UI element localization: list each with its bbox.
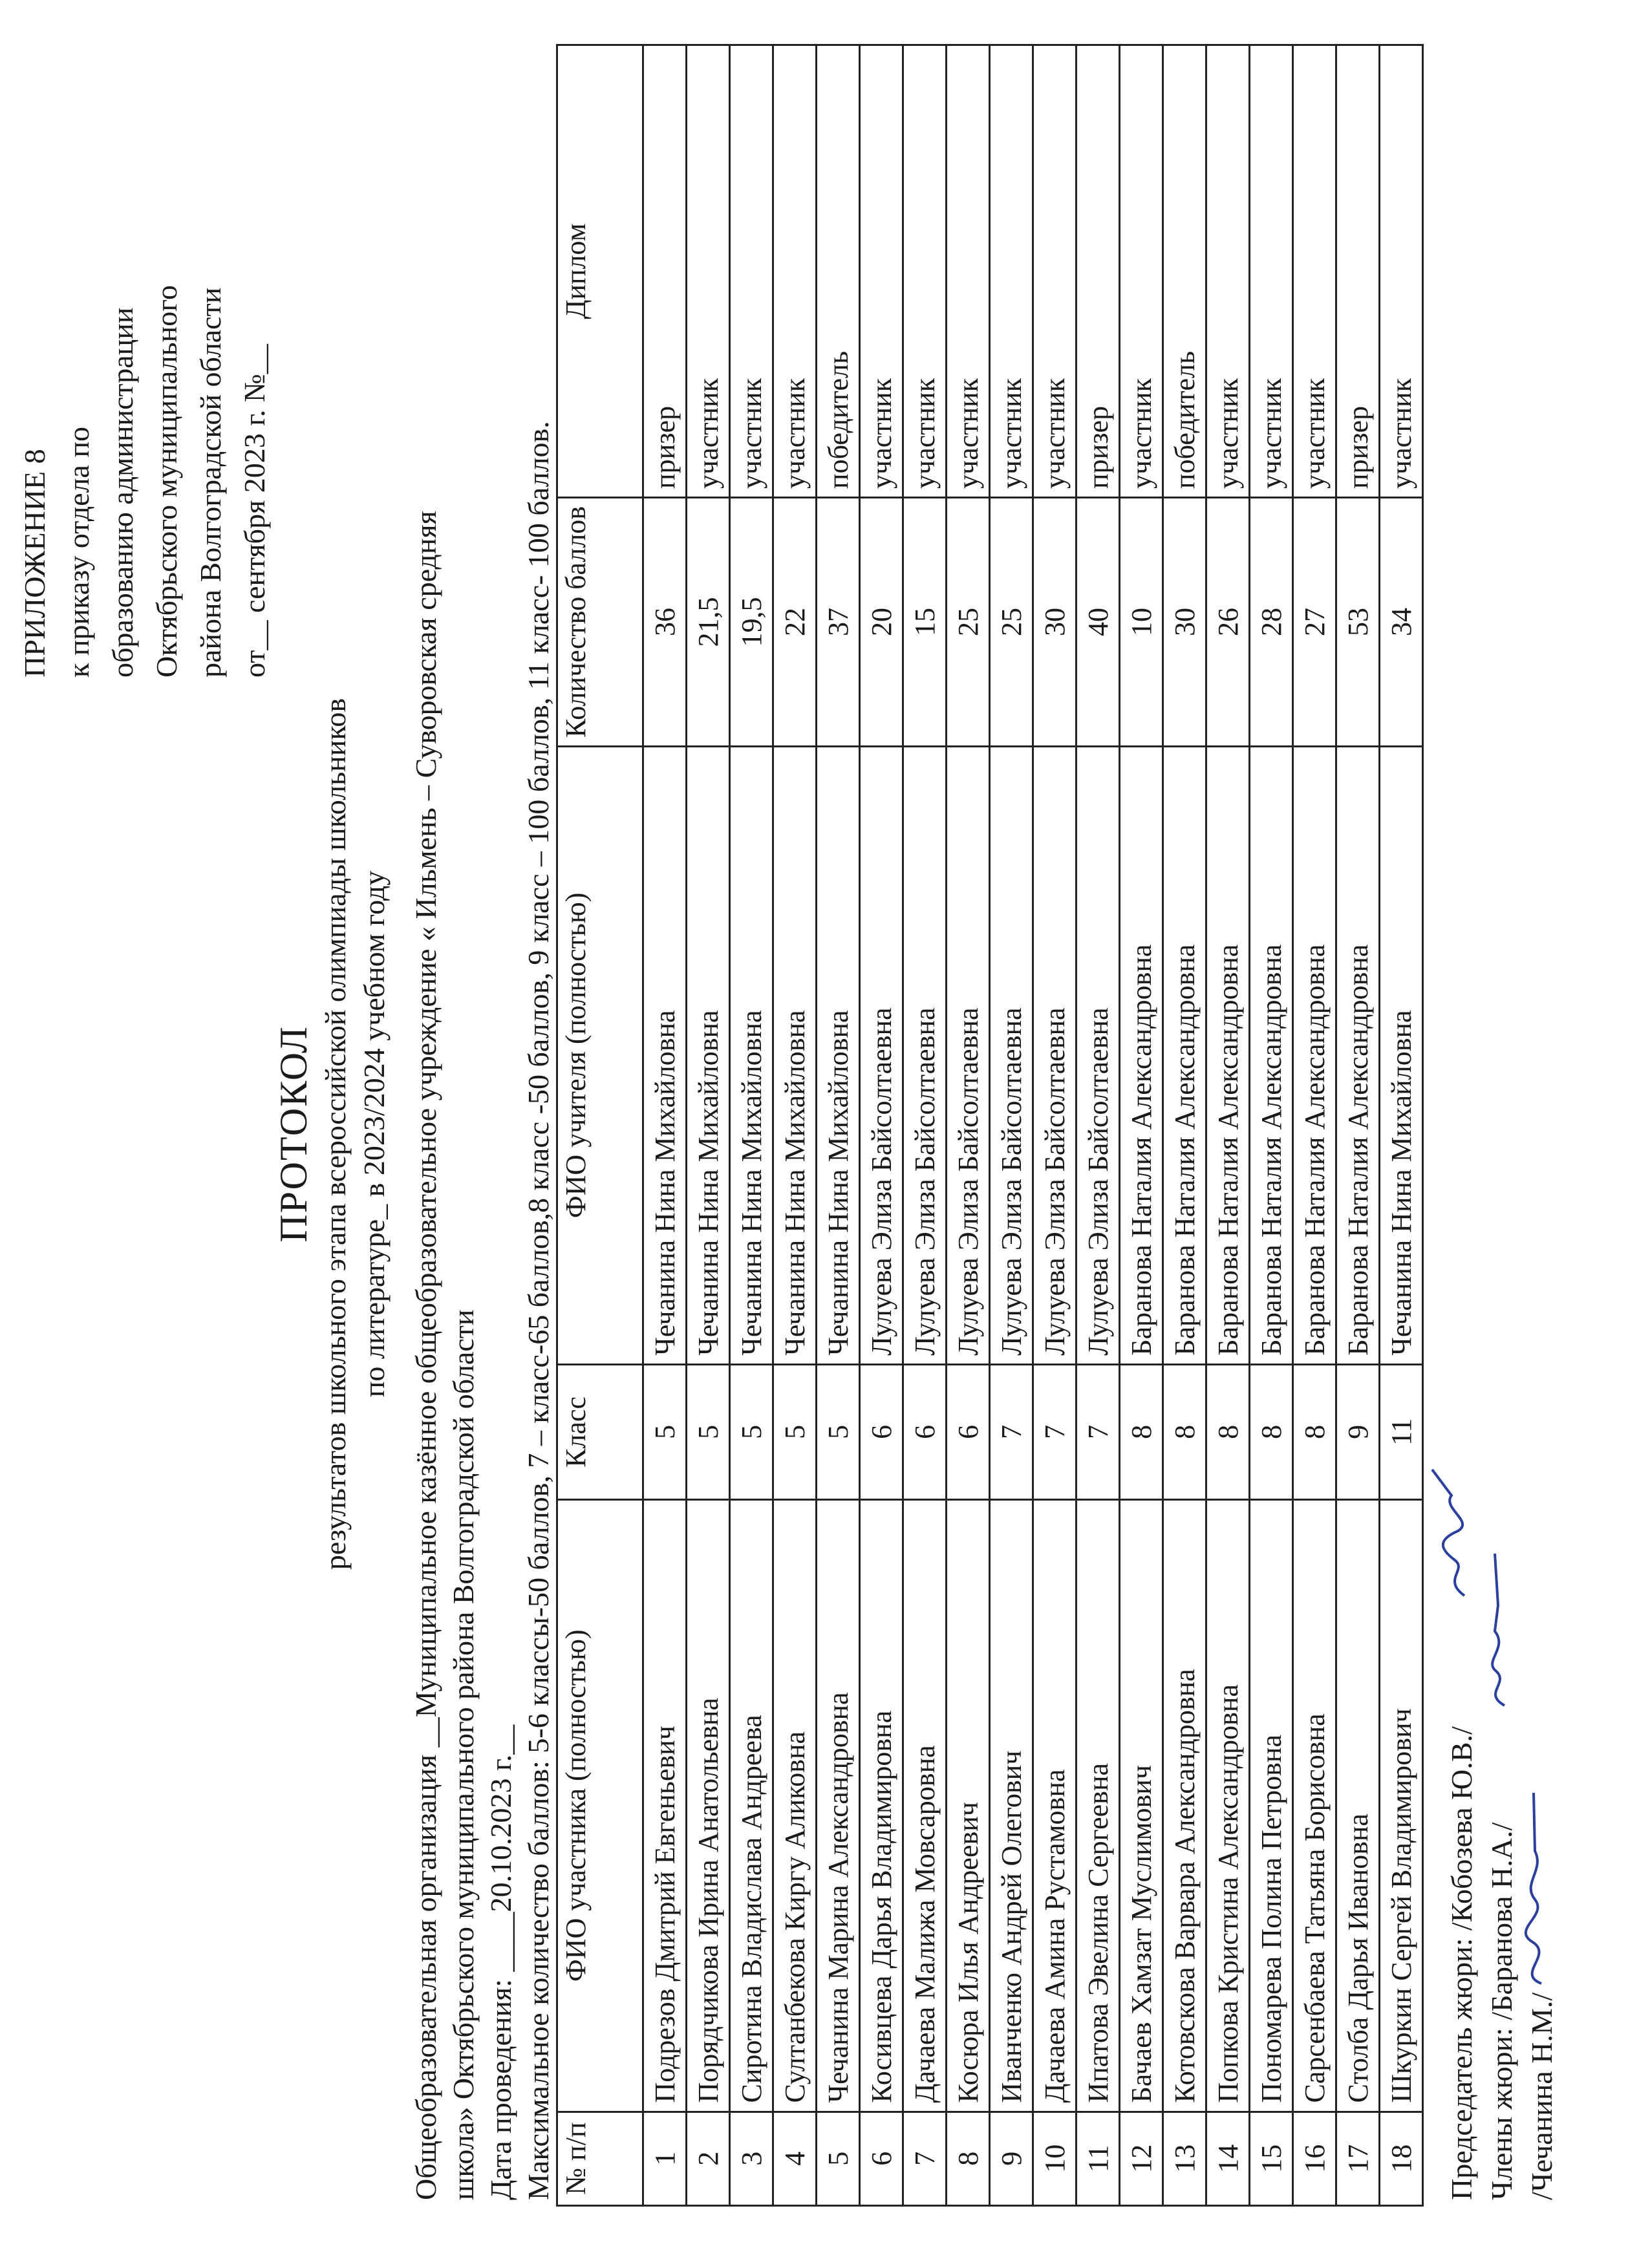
class: 5 [643, 1364, 687, 1499]
teacher-name: Чечанина Нина Михайловна [773, 747, 817, 1365]
teacher-name: Чечанина Нина Михайловна [687, 747, 730, 1365]
diploma: участник [990, 45, 1033, 498]
score: 27 [1293, 497, 1336, 746]
teacher-name: Баранова Наталия Александровна [1250, 747, 1293, 1365]
jury-members-row [1522, 261, 1562, 2200]
participant-name: Сарсенбаева Татьяна Борисовна [1293, 1500, 1336, 2112]
table-row [1250, 45, 1293, 2206]
annex-line: ПРИЛОЖЕНИЕ 8 [18, 449, 51, 678]
max-score-line: Максимальное количество баллов: 5-6 классы-50 баллов, 7 – класс-65 баллов,8 класс -50 баллов, 9 класс – 100 баллов, 11 класс- 100 баллов. [522, 421, 555, 2200]
row-number: 12 [1120, 2112, 1163, 2205]
title-block [272, 0, 394, 2268]
diploma: участник [1293, 45, 1336, 498]
teacher-name: Лулуева Элиза Байсолтаевна [860, 747, 903, 1365]
diploma: участник [1380, 45, 1423, 498]
class: 7 [1077, 1364, 1120, 1499]
table-row [1293, 45, 1336, 2206]
score: 22 [773, 497, 817, 746]
score: 20 [860, 497, 903, 746]
diploma: призер [1077, 45, 1120, 498]
annex-line: от__ сентября 2023 г. №__ [238, 344, 271, 678]
score: 19,5 [730, 497, 773, 746]
participant-name: Бачаев Хамзат Муслимович [1120, 1500, 1163, 2112]
table-row [1336, 45, 1380, 2206]
participant-name: Столба Дарья Ивановна [1336, 1500, 1380, 2112]
row-number: 8 [947, 2112, 990, 2205]
diploma: победитель [1163, 45, 1206, 498]
score: 21,5 [687, 497, 730, 746]
participant-name: Иванченко Андрей Олегович [990, 1500, 1033, 2112]
diploma: участник [773, 45, 817, 498]
score: 28 [1250, 497, 1293, 746]
class: 6 [903, 1364, 947, 1499]
class: 8 [1163, 1364, 1206, 1499]
teacher-name: Чечанина Нина Михайловна [730, 747, 773, 1365]
row-number: 9 [990, 2112, 1033, 2205]
row-number: 16 [1293, 2112, 1336, 2205]
table-row [817, 45, 860, 2206]
jury-member: /Чечанина Н.М./ [1525, 1992, 1558, 2200]
score: 10 [1120, 497, 1163, 746]
row-number: 6 [860, 2112, 903, 2205]
participant-name: Порядчикова Ирина Анатольевна [687, 1500, 730, 2112]
row-number: 7 [903, 2112, 947, 2205]
jury-chair-row [1442, 261, 1482, 2200]
teacher-name: Лулуева Элиза Байсолтаевна [903, 747, 947, 1365]
score: 30 [1033, 497, 1077, 746]
row-number: 3 [730, 2112, 773, 2205]
annex-line: к приказу отдела по [62, 426, 95, 678]
teacher-name: Баранова Наталия Александровна [1293, 747, 1336, 1365]
class: 8 [1206, 1364, 1250, 1499]
row-number: 14 [1206, 2112, 1250, 2205]
participant-name: Шкуркин Сергей Владимирович [1380, 1500, 1423, 2112]
table-row [1163, 45, 1206, 2206]
diploma: призер [643, 45, 687, 498]
teacher-name: Баранова Наталия Александровна [1163, 747, 1206, 1365]
teacher-name: Чечанина Нина Михайловна [817, 747, 860, 1365]
table-row [990, 45, 1033, 2206]
table-row [730, 45, 773, 2206]
table-row [1033, 45, 1077, 2206]
page-subtitle: результатов школьного этапа всероссийской олимпиады школьников [319, 698, 352, 1570]
participant-name: Пономарева Полина Петровна [1250, 1500, 1293, 2112]
header-diploma: Диплом [557, 45, 643, 498]
signature-kobozeva [1429, 1457, 1474, 1599]
table-row [903, 45, 947, 2206]
diploma: участник [730, 45, 773, 498]
class: 5 [730, 1364, 773, 1499]
score: 40 [1077, 497, 1120, 746]
participant-name: Сиротина Владислава Андреева [730, 1500, 773, 2112]
organization-line: Общеобразовательная организация __Муниципальное казённое общеобразовательное учреждение « Ильмень – Суворовская средняя [409, 511, 442, 2200]
table-row [687, 45, 730, 2206]
teacher-name: Баранова Наталия Александровна [1120, 747, 1163, 1365]
class: 7 [1033, 1364, 1077, 1499]
participant-name: Косивцева Дарья Владимировна [860, 1500, 903, 2112]
participant-name: Чечанина Марина Александровна [817, 1500, 860, 2112]
row-number: 1 [643, 2112, 687, 2205]
participant-name: Попкова Кристина Александровна [1206, 1500, 1250, 2112]
participant-name: Подрезов Дмитрий Евгеньевич [643, 1500, 687, 2112]
row-number: 13 [1163, 2112, 1206, 2205]
page-title: ПРОТОКОЛ [272, 1025, 315, 1243]
score: 25 [947, 497, 990, 746]
results-table [556, 44, 1424, 2207]
row-number: 18 [1380, 2112, 1423, 2205]
diploma: призер [1336, 45, 1380, 498]
header-participant: ФИО участника (полностью) [557, 1500, 643, 2112]
teacher-name: Лулуева Элиза Байсолтаевна [1033, 747, 1077, 1365]
table-row [1380, 45, 1423, 2206]
table-row [1120, 45, 1163, 2206]
class: 8 [1250, 1364, 1293, 1499]
organization-line: школа» Октябрьского муниципального района Волгоградской области [447, 1309, 480, 2200]
meta-block [407, 54, 557, 2200]
participant-name: Дачаева Малижа Мовсаровна [903, 1500, 947, 2112]
class: 7 [990, 1364, 1033, 1499]
class: 6 [860, 1364, 903, 1499]
table-row [860, 45, 903, 2206]
annex-line: образованию администрации [106, 307, 139, 678]
class: 8 [1293, 1364, 1336, 1499]
table-row [1077, 45, 1120, 2206]
class: 5 [687, 1364, 730, 1499]
teacher-name: Лулуева Элиза Байсолтаевна [1077, 747, 1120, 1365]
table-header-row [557, 45, 643, 2206]
teacher-name: Чечанина Нина Михайловна [1380, 747, 1423, 1365]
jury-block [1442, 261, 1562, 2200]
table-row [773, 45, 817, 2206]
score: 26 [1206, 497, 1250, 746]
participant-name: Котовскова Варвара Александровна [1163, 1500, 1206, 2112]
class: 11 [1380, 1364, 1423, 1499]
diploma: участник [1206, 45, 1250, 498]
row-number: 5 [817, 2112, 860, 2205]
class: 5 [773, 1364, 817, 1499]
row-number: 17 [1336, 2112, 1380, 2205]
header-score: Количество баллов [557, 497, 643, 746]
header-teacher: ФИО учителя (полностью) [557, 747, 643, 1365]
participant-name: Султанбекова Киргу Аликовна [773, 1500, 817, 2112]
teacher-name: Баранова Наталия Александровна [1206, 747, 1250, 1365]
participant-name: Косюра Илья Андреевич [947, 1500, 990, 2112]
score: 36 [643, 497, 687, 746]
teacher-name: Чечанина Нина Михайловна [643, 747, 687, 1365]
teacher-name: Лулуева Элиза Байсолтаевна [990, 747, 1033, 1365]
table-row [947, 45, 990, 2206]
jury-member: Члены жюри: /Баранова Н.А./ [1485, 1822, 1518, 2200]
page-subtitle-subject: по литературе_ в 2023/2024 учебном году [358, 870, 391, 1398]
row-number: 11 [1077, 2112, 1120, 2205]
signature-baranova [1475, 1541, 1521, 1709]
diploma: участник [687, 45, 730, 498]
diploma: участник [903, 45, 947, 498]
table-row [1206, 45, 1250, 2206]
teacher-name: Лулуева Элиза Байсолтаевна [947, 747, 990, 1365]
row-number: 4 [773, 2112, 817, 2205]
score: 34 [1380, 497, 1423, 746]
participant-name: Дачаева Амина Рустамовна [1033, 1500, 1077, 2112]
row-number: 2 [687, 2112, 730, 2205]
date-line: Дата проведения: ____20.10.2023 г.__ [484, 1724, 517, 2200]
score: 37 [817, 497, 860, 746]
score: 53 [1336, 497, 1380, 746]
score: 15 [903, 497, 947, 746]
diploma: победитель [817, 45, 860, 498]
class: 8 [1120, 1364, 1163, 1499]
jury-chair: Председатель жюри: /Кобозева Ю.В./ [1445, 1726, 1478, 2200]
diploma: участник [1250, 45, 1293, 498]
participant-name: Ипатова Эвелина Сергеевна [1077, 1500, 1120, 2112]
header-number: № п/п [557, 2112, 643, 2205]
annex-block [13, 70, 277, 678]
row-number: 15 [1250, 2112, 1293, 2205]
row-number: 10 [1033, 2112, 1077, 2205]
class: 9 [1336, 1364, 1380, 1499]
diploma: участник [947, 45, 990, 498]
class: 5 [817, 1364, 860, 1499]
header-class: Класс [557, 1364, 643, 1499]
score: 30 [1163, 497, 1206, 746]
table-row [643, 45, 687, 2206]
diploma: участник [860, 45, 903, 498]
signature-chechanina [1509, 1780, 1561, 1987]
class: 6 [947, 1364, 990, 1499]
diploma: участник [1033, 45, 1077, 498]
annex-line: района Волгоградской области [194, 287, 227, 678]
score: 25 [990, 497, 1033, 746]
teacher-name: Баранова Наталия Александровна [1336, 747, 1380, 1365]
diploma: участник [1120, 45, 1163, 498]
annex-line: Октябрьского муниципального [150, 285, 183, 678]
